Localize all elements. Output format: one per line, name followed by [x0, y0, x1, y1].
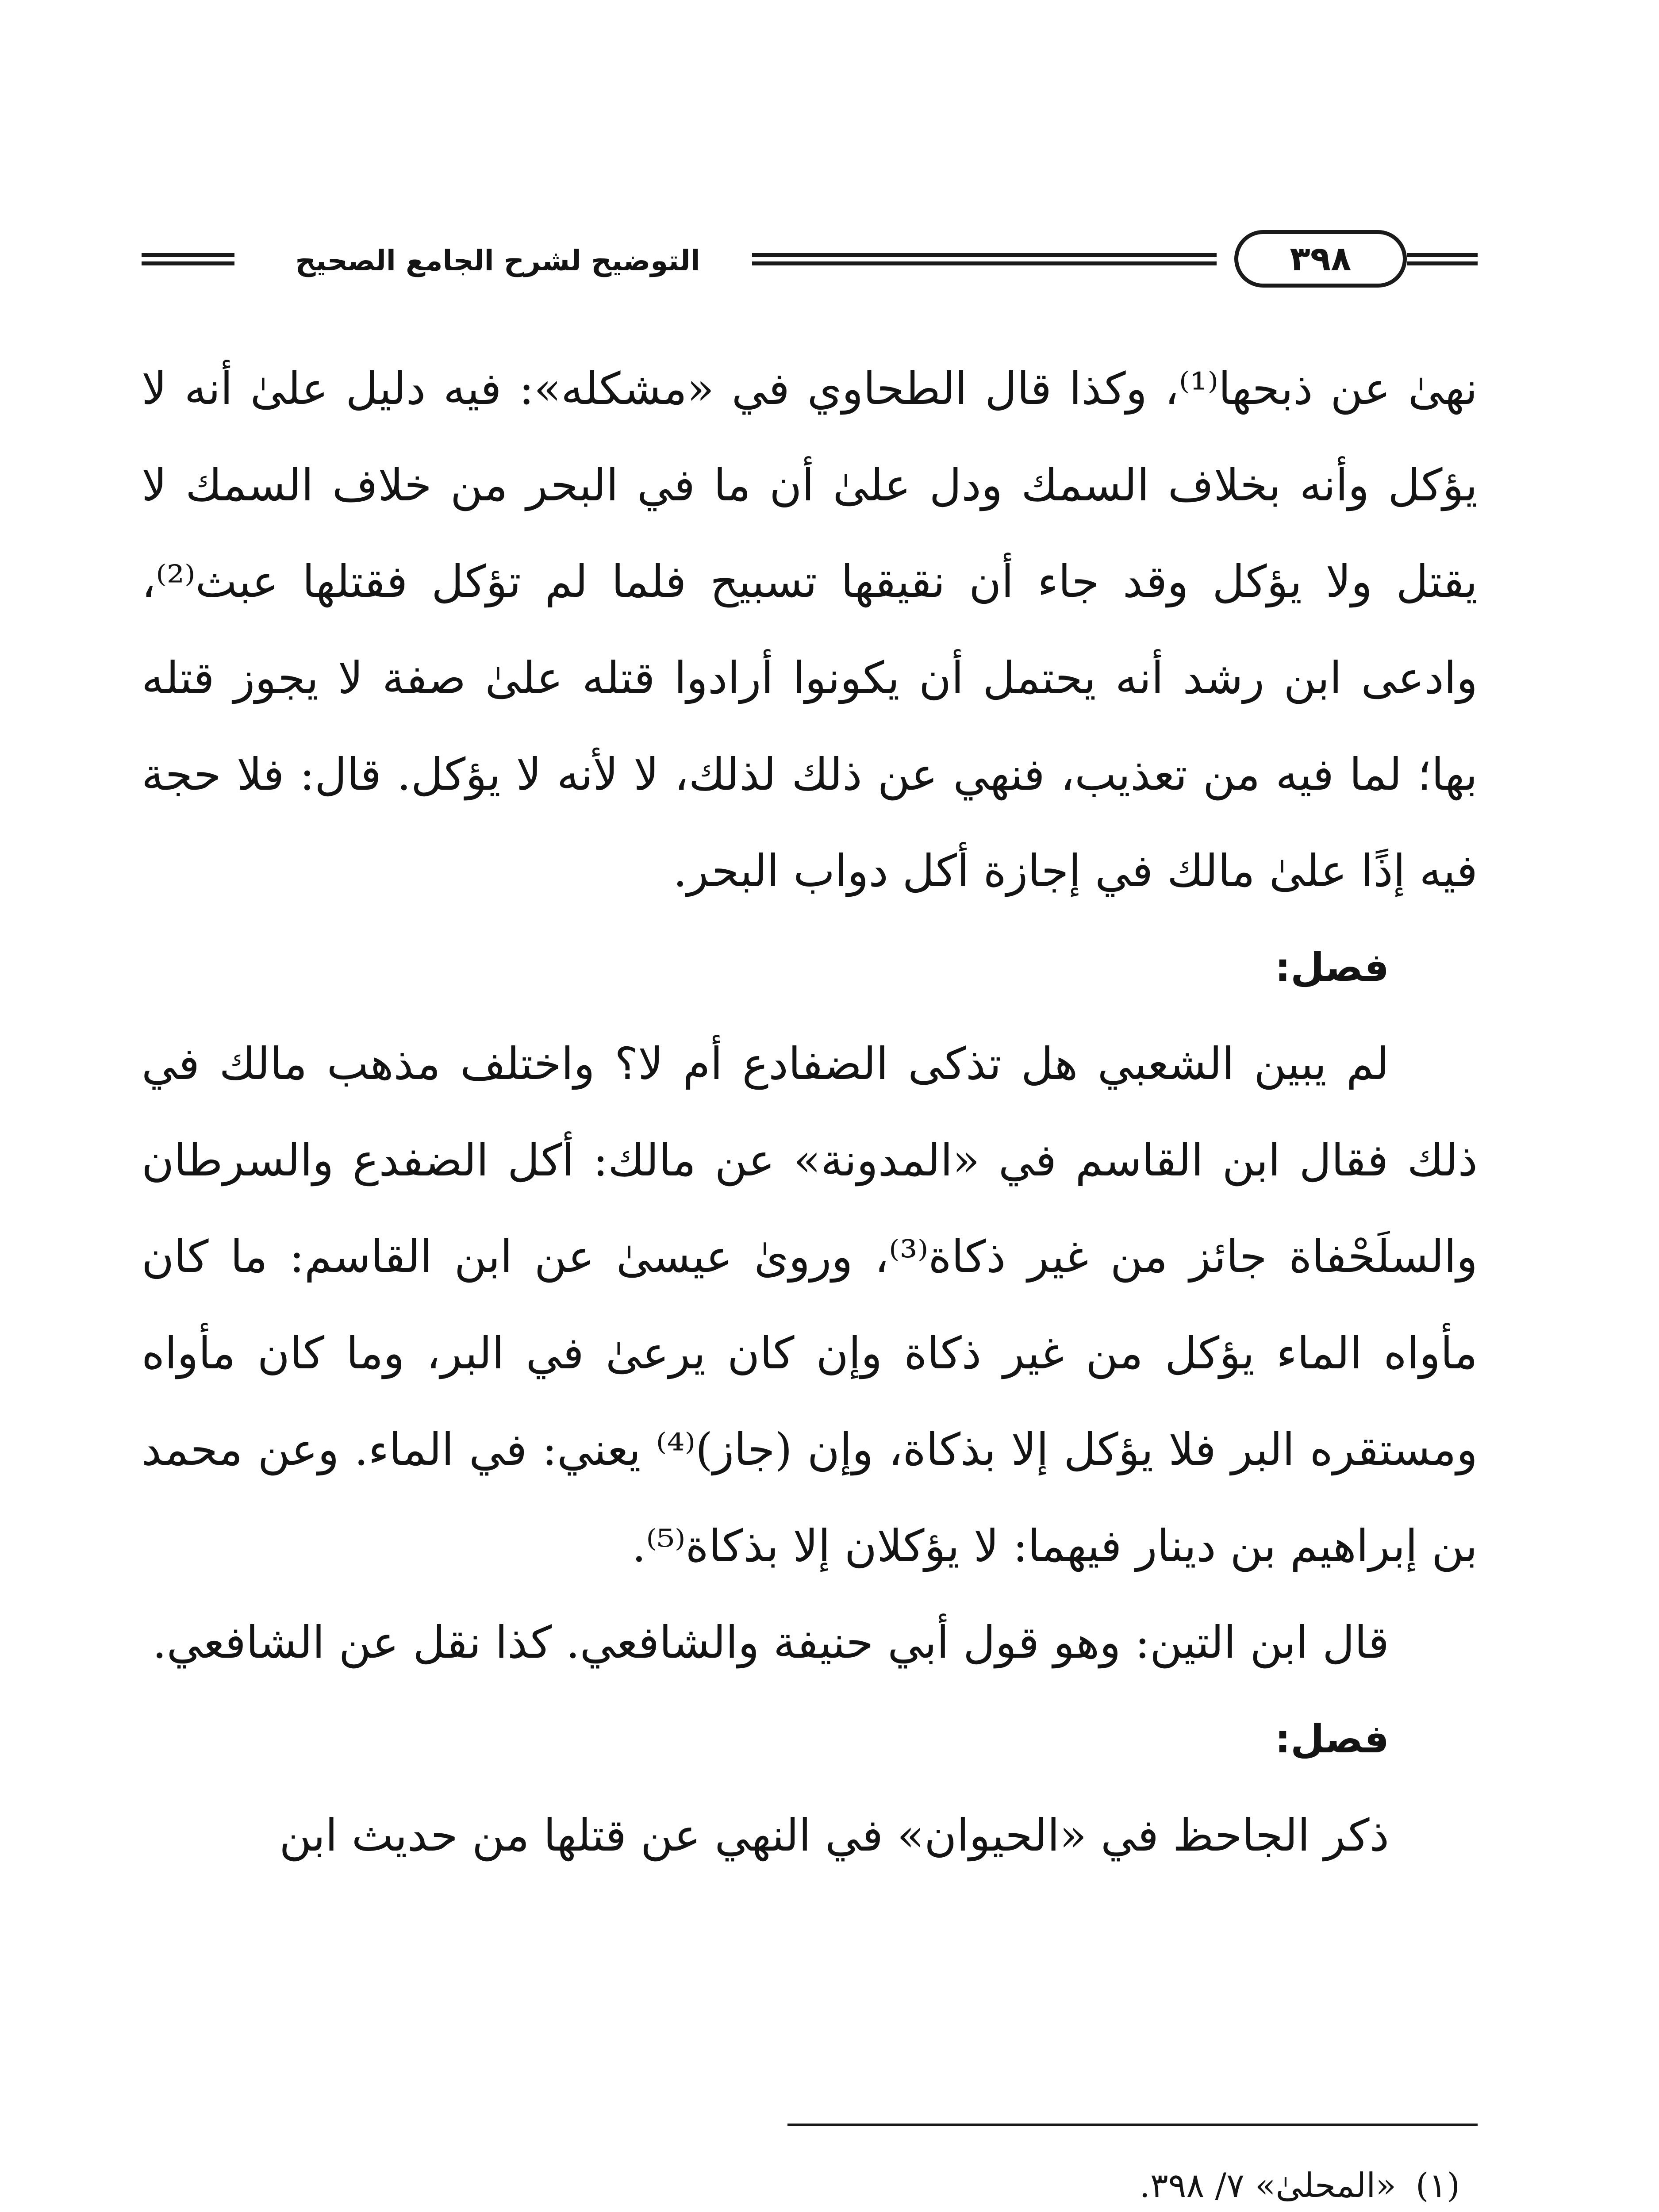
header-rule-middle — [752, 253, 1217, 265]
header-rule-left — [142, 253, 234, 265]
page-number-badge: ٣٩٨ — [1234, 230, 1407, 288]
paragraph-2: لم يبين الشعبي هل تذكى الضفادع أم لا؟ واختلف مذهب مالك في ذلك فقال ابن القاسم في «المدونة» عن مالك: أكل الضفدع والسرطان والسلَحْفاة جائز من غير ذكاة⁽³⁾، وروىٰ عيسىٰ عن ابن القاسم: ما كان مأواه الماء يؤكل من غير ذكاة وإن كان يرعىٰ في البر، وما كان مأواه ومستقره البر فلا يؤكل إلا بذكاة، وإن (جاز)⁽⁴⁾ يعني: في الماء. وعن محمد بن إبراهيم بن دينار فيهما: لا يؤكلان إلا بذكاة⁽⁵⁾. — [142, 1038, 1478, 1572]
section-heading-1: فصل: — [1275, 945, 1389, 990]
footnote-separator — [787, 2124, 1478, 2126]
footnote-item — [142, 2146, 1478, 2212]
footnote-number: (١) — [1415, 2166, 1460, 2205]
page-header — [142, 230, 1478, 296]
footnote-text: «المحلىٰ» ٧/ ٣٩٨. — [1139, 2166, 1396, 2205]
header-rule-right — [1407, 253, 1478, 265]
running-title: التوضيح لشرح الجامع الصحيح — [295, 245, 700, 277]
paragraph-4: ذكر الجاحظ في «الحيوان» في النهي عن قتلها من حديث ابن — [279, 1809, 1389, 1861]
main-text — [142, 341, 1478, 1884]
paragraph-1: نهىٰ عن ذبحها⁽¹⁾، وكذا قال الطحاوي في «مشكله»: فيه دليل علىٰ أنه لا يؤكل وأنه بخلاف السمك ودل علىٰ أن ما في البحر من خلاف السمك لا يقتل ولا يؤكل وقد جاء أن نقيقها تسبيح فلما لم تؤكل فقتلها عبث⁽²⁾، وادعى ابن رشد أنه يحتمل أن يكونوا أرادوا قتله علىٰ صفة لا يجوز قتله بها؛ لما فيه من تعذيب، فنهي عن ذلك لذلك، لا لأنه لا يؤكل. قال: فلا حجة فيه إذًا علىٰ مالك في إجازة أكل دواب البحر. — [142, 363, 1478, 897]
section-heading-2: فصل: — [1275, 1716, 1389, 1762]
footnotes — [142, 2146, 1478, 2212]
paragraph-3: قال ابن التين: وهو قول أبي حنيفة والشافعي. كذا نقل عن الشافعي. — [152, 1617, 1389, 1668]
